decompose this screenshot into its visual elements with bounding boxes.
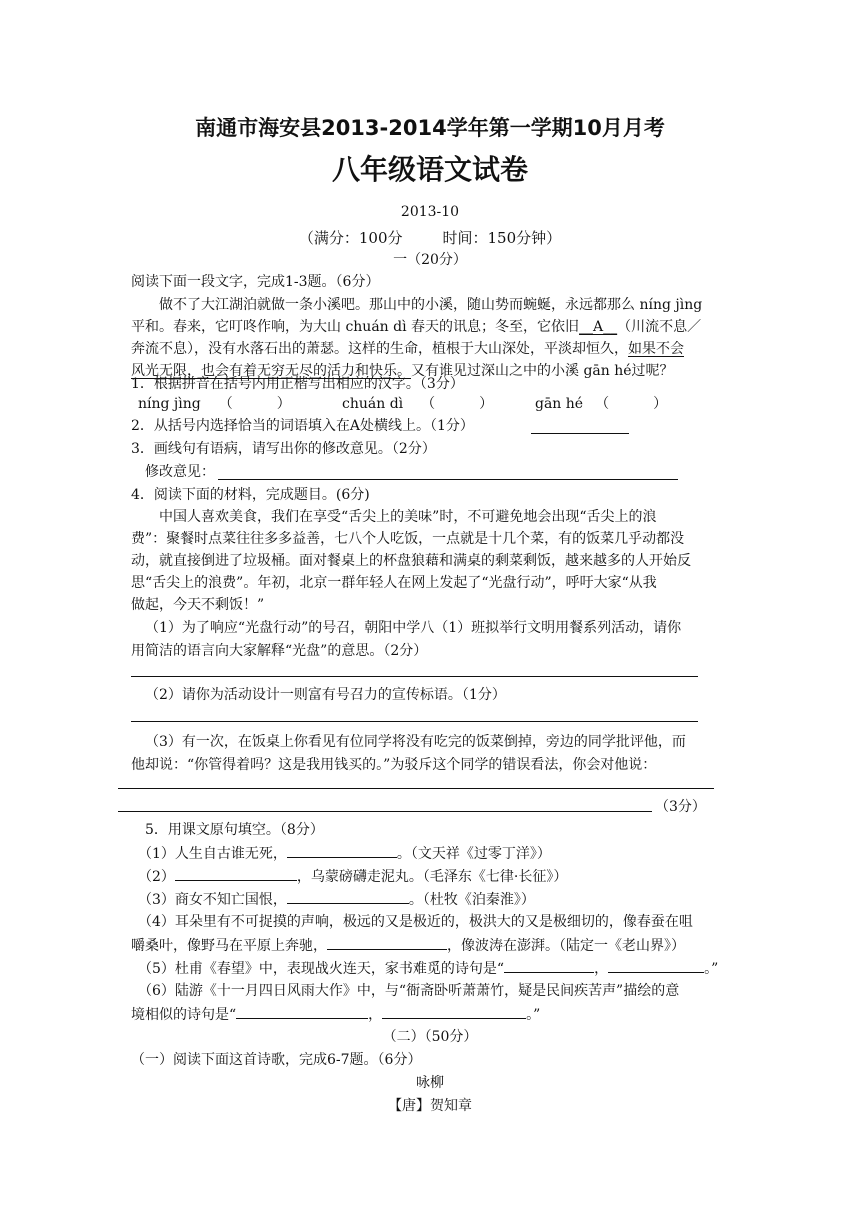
question-1: 1．根据拼音在括号内用正楷写出相应的汉字。（3分） — [131, 376, 464, 392]
s2-answer-line[interactable] — [131, 721, 698, 722]
subquestion-3b: 他却说：“你管得着吗？这是我用钱买的。”为驳斥这个同学的错误看法，你会对他说： — [131, 757, 657, 773]
exam-title-line1: 南通市海安县2013-2014学年第一学期10月月考 — [195, 116, 665, 140]
material-line-4: 思“舌尖上的浪费”。年初，北京一群年轻人在网上发起了“光盘行动”，呼吁大家“从我 — [131, 575, 657, 591]
fill-blank-3[interactable] — [287, 889, 409, 904]
exam-title-line2: 八年级语文试卷 — [331, 153, 528, 186]
section-heading-2: （二）（50分） — [382, 1029, 478, 1045]
flawed-sentence-end: 风光无限，也会有着无穷无尽的活力和快乐。 — [131, 363, 411, 379]
question-2: 2．从括号内选择恰当的词语填入在A处横线上。（1分） — [131, 418, 474, 434]
subquestion-1b: 用简洁的语言向大家解释“光盘”的意思。（2分） — [131, 643, 428, 659]
fill-item-4a: （4）耳朵里有不可捉摸的声响，极远的又是极近的，极洪大的又是极细切的，像春蚕在咀 — [138, 914, 693, 930]
exam-date: 2013-10 — [400, 204, 460, 220]
material-line-2: 费”：聚餐时点菜往往多多益善，七八个人吃饭，一点就是十几个菜，有的饭菜几乎动都没 — [131, 531, 685, 547]
fill-item-1: （1）人生自古谁无死， 。（文天祥《过零丁洋》） — [138, 843, 551, 864]
material-line-1: 中国人喜欢美食，我们在享受“舌尖上的美味”时，不可避免地会出现“舌尖上的浪 — [159, 509, 657, 525]
section1-intro: 阅读下面一段文字，完成1-3题。（6分） — [131, 274, 380, 290]
poem-author: 【唐】贺知章 — [388, 1098, 472, 1114]
flawed-sentence-start: 如果不会 — [628, 341, 684, 357]
material-line-5: 做起，今天不剩饭！” — [131, 597, 265, 613]
fill-blank-6a[interactable] — [236, 1004, 368, 1019]
passage-line-1: 做不了大江湖泊就做一条小溪吧。那山中的小溪，随山势而蜿蜒，永远都那么 níng jìng — [159, 297, 703, 313]
fill-blank-5a[interactable] — [504, 958, 594, 973]
q3-label: 修改意见： — [145, 464, 215, 480]
material-line-3: 动，就直接倒进了垃圾桶。面对餐桌上的杯盘狼藉和满桌的剩菜剩饭，越来越多的人开始反 — [131, 553, 691, 569]
subquestion-3a: （3）有一次，在饭桌上你看见有位同学将没有吃完的饭菜倒掉，旁边的同学批评他，而 — [145, 734, 686, 750]
fill-blank-6b[interactable] — [382, 1004, 526, 1019]
fill-item-4b: 嚼桑叶，像野马在平原上奔驰， ，像波涛在澎湃。（陆定一《老山界》） — [131, 935, 685, 956]
passage-line-4: 风光无限，也会有着无穷无尽的活力和快乐。又有谁见过深山之中的小溪 gān hé过呢？ — [131, 363, 674, 379]
s3-score: （3分） — [655, 799, 706, 815]
q2-answer-line[interactable] — [531, 433, 629, 434]
q1-answer-row: níng jìng （ ） — [138, 396, 291, 412]
question-4: 4．阅读下面的材料，完成题目。(6分) — [131, 487, 370, 503]
subquestion-1a: （1）为了响应“光盘行动”的号召，朝阳中学八（1）班拟举行文明用餐系列活动，请你 — [145, 620, 682, 636]
passage-line-2: 平和。春来，它叮咚作响，为大山 chuán dì 春天的讯息；冬至，它依旧__A__（川流不息／ — [131, 319, 702, 335]
s1-answer-line[interactable] — [131, 676, 698, 677]
score-info: （满分：100分 — [298, 229, 403, 247]
fill-item-5: （5）杜甫《春望》中，表现战火连天，家书难觅的诗句是“ ， 。” — [138, 958, 718, 979]
fill-item-6a: （6）陆游《十一月四日风雨大作》中，与“衙斋卧听萧萧竹，疑是民间疾苦声”描绘的意 — [138, 983, 680, 999]
q3-answer-line[interactable] — [218, 479, 678, 480]
question-3: 3．画线句有语病，请写出你的修改意见。（2分） — [131, 441, 436, 457]
fill-blank-1[interactable] — [287, 843, 397, 858]
time-info: 时间：150分钟） — [442, 229, 562, 247]
poem-title: 咏柳 — [416, 1075, 444, 1091]
section2-intro: （一）阅读下面这首诗歌，完成6-7题。（6分） — [131, 1052, 422, 1068]
passage-line-3: 奔流不息），没有水落石出的萧瑟。这样的生命，植根于大山深处，平淡却恒久，如果不会 — [131, 341, 684, 357]
q1-answer-row-2: chuán dì （ ） — [342, 396, 494, 412]
blank-a[interactable]: __A__ — [579, 319, 618, 335]
subquestion-2: （2）请你为活动设计一则富有号召力的宣传标语。（1分） — [145, 687, 506, 703]
question-5: 5．用课文原句填空。（8分） — [145, 822, 324, 838]
s3-answer-line-2[interactable] — [118, 811, 652, 812]
score-time-info — [0, 228, 860, 248]
s3-answer-line-1[interactable] — [118, 788, 714, 789]
section-heading-1: 一（20分） — [393, 252, 467, 268]
fill-blank-2[interactable] — [175, 866, 297, 881]
q1-answer-row-3: gān hé （ ） — [535, 396, 668, 412]
fill-blank-5b[interactable] — [608, 958, 704, 973]
fill-item-6b: 境相似的诗句是“ ， 。” — [131, 1004, 540, 1025]
fill-item-2: （2） ，乌蒙磅礴走泥丸。（毛泽东《七律·长征》） — [138, 866, 567, 887]
fill-item-3: （3）商女不知亡国恨， 。（杜牧《泊秦淮》） — [138, 889, 535, 910]
fill-blank-4[interactable] — [327, 935, 447, 950]
